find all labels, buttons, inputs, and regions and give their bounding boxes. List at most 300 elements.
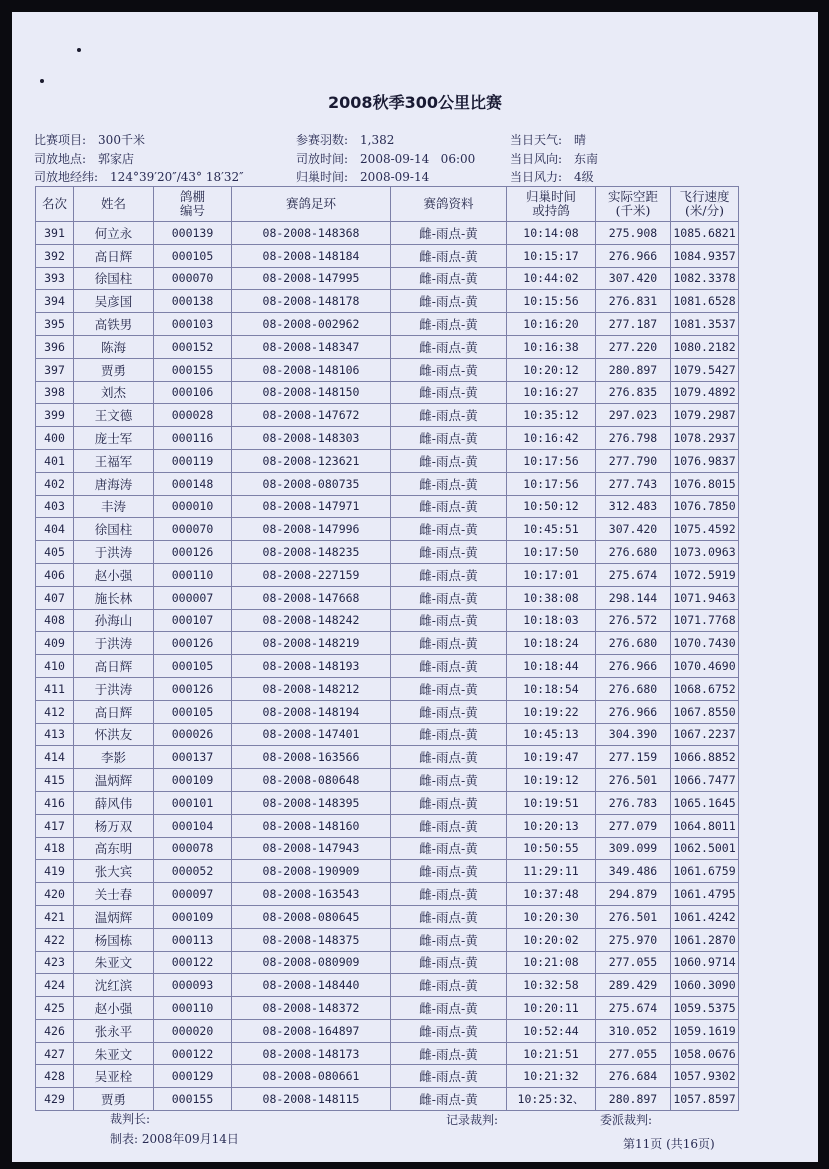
cell-distance: 307.420 [596, 267, 671, 290]
cell-distance: 309.099 [596, 837, 671, 860]
cell-ring: 08-2008-147943 [232, 837, 391, 860]
cell-arrival-time: 10:17:56 [507, 449, 596, 472]
cell-speed: 1073.0963 [671, 541, 739, 564]
cell-bird-info: 雌-雨点-黄 [391, 1042, 507, 1065]
info-coords [34, 168, 244, 185]
cell-arrival-time: 10:16:27 [507, 381, 596, 404]
cell-ring: 08-2008-147971 [232, 495, 391, 518]
cell-ring: 08-2008-148160 [232, 814, 391, 837]
cell-speed: 1058.0676 [671, 1042, 739, 1065]
cell-arrival-time: 10:14:08 [507, 222, 596, 245]
cell-arrival-time: 10:17:56 [507, 472, 596, 495]
info-count [296, 131, 394, 148]
cell-distance: 275.908 [596, 222, 671, 245]
cell-arrival-time: 10:21:32 [507, 1065, 596, 1088]
cell-arrival-time: 10:45:51 [507, 518, 596, 541]
cell-ring: 08-2008-148303 [232, 427, 391, 450]
cell-loft-no: 000104 [154, 814, 232, 837]
cell-arrival-time: 10:45:13 [507, 723, 596, 746]
cell-ring: 08-2008-148178 [232, 290, 391, 313]
cell-ring: 08-2008-002962 [232, 313, 391, 336]
cell-name: 施长林 [74, 586, 154, 609]
cell-bird-info: 雌-雨点-黄 [391, 1019, 507, 1042]
info-label: 归巢时间: [296, 170, 349, 184]
table-row [36, 586, 739, 609]
table-row [36, 267, 739, 290]
cell-rank: 413 [36, 723, 74, 746]
cell-ring: 08-2008-147996 [232, 518, 391, 541]
col-header-loft-no: 鸽棚 编号 [154, 187, 232, 222]
cell-ring: 08-2008-147668 [232, 586, 391, 609]
cell-loft-no: 000113 [154, 928, 232, 951]
cell-arrival-time: 10:25:32、 [507, 1088, 596, 1111]
info-wind-force [510, 168, 594, 185]
cell-rank: 402 [36, 472, 74, 495]
cell-arrival-time: 10:18:54 [507, 677, 596, 700]
cell-speed: 1085.6821 [671, 222, 739, 245]
table-row [36, 997, 739, 1020]
cell-distance: 276.966 [596, 244, 671, 267]
cell-arrival-time: 11:29:11 [507, 860, 596, 883]
info-location [34, 150, 134, 167]
table-row [36, 951, 739, 974]
table-row [36, 1019, 739, 1042]
cell-ring: 08-2008-148115 [232, 1088, 391, 1111]
cell-speed: 1076.7850 [671, 495, 739, 518]
cell-ring: 08-2008-080648 [232, 769, 391, 792]
table-row [36, 814, 739, 837]
cell-distance: 297.023 [596, 404, 671, 427]
cell-loft-no: 000105 [154, 244, 232, 267]
table-row [36, 335, 739, 358]
table-row [36, 449, 739, 472]
cell-ring: 08-2008-080661 [232, 1065, 391, 1088]
footer-chief-judge: 裁判长: [110, 1112, 151, 1126]
cell-bird-info: 雌-雨点-黄 [391, 563, 507, 586]
cell-arrival-time: 10:32:58 [507, 974, 596, 997]
cell-name: 徐国柱 [74, 267, 154, 290]
cell-rank: 422 [36, 928, 74, 951]
cell-distance: 298.144 [596, 586, 671, 609]
cell-name: 于洪涛 [74, 632, 154, 655]
cell-loft-no: 000078 [154, 837, 232, 860]
info-label: 当日风力: [510, 170, 563, 184]
cell-arrival-time: 10:16:42 [507, 427, 596, 450]
speck-mark [77, 48, 81, 52]
cell-name: 王文德 [74, 404, 154, 427]
cell-name: 刘杰 [74, 381, 154, 404]
cell-rank: 412 [36, 700, 74, 723]
cell-name: 赵小强 [74, 563, 154, 586]
cell-loft-no: 000026 [154, 723, 232, 746]
cell-bird-info: 雌-雨点-黄 [391, 609, 507, 632]
cell-ring: 08-2008-148242 [232, 609, 391, 632]
cell-loft-no: 000093 [154, 974, 232, 997]
cell-bird-info: 雌-雨点-黄 [391, 997, 507, 1020]
cell-bird-info: 雌-雨点-黄 [391, 974, 507, 997]
cell-distance: 277.055 [596, 951, 671, 974]
cell-rank: 396 [36, 335, 74, 358]
cell-speed: 1081.3537 [671, 313, 739, 336]
cell-speed: 1070.7430 [671, 632, 739, 655]
table-row [36, 518, 739, 541]
cell-distance: 276.572 [596, 609, 671, 632]
info-value: 2008-09-14 [360, 170, 430, 184]
cell-rank: 399 [36, 404, 74, 427]
cell-speed: 1079.5427 [671, 358, 739, 381]
cell-speed: 1066.8852 [671, 746, 739, 769]
cell-distance: 276.783 [596, 791, 671, 814]
cell-rank: 401 [36, 449, 74, 472]
cell-bird-info: 雌-雨点-黄 [391, 928, 507, 951]
cell-speed: 1057.9302 [671, 1065, 739, 1088]
cell-bird-info: 雌-雨点-黄 [391, 267, 507, 290]
cell-speed: 1081.6528 [671, 290, 739, 313]
cell-speed: 1061.2870 [671, 928, 739, 951]
cell-rank: 398 [36, 381, 74, 404]
cell-loft-no: 000137 [154, 746, 232, 769]
cell-distance: 275.674 [596, 997, 671, 1020]
cell-name: 关士春 [74, 883, 154, 906]
cell-bird-info: 雌-雨点-黄 [391, 381, 507, 404]
cell-ring: 08-2008-163566 [232, 746, 391, 769]
info-weather [510, 131, 586, 148]
cell-loft-no: 000119 [154, 449, 232, 472]
cell-loft-no: 000122 [154, 1042, 232, 1065]
cell-ring: 08-2008-080909 [232, 951, 391, 974]
table-row [36, 677, 739, 700]
cell-arrival-time: 10:18:03 [507, 609, 596, 632]
cell-distance: 275.674 [596, 563, 671, 586]
table-row [36, 632, 739, 655]
cell-ring: 08-2008-148184 [232, 244, 391, 267]
cell-speed: 1060.9714 [671, 951, 739, 974]
cell-name: 李影 [74, 746, 154, 769]
cell-bird-info: 雌-雨点-黄 [391, 837, 507, 860]
info-value: 4级 [574, 170, 594, 184]
cell-arrival-time: 10:15:56 [507, 290, 596, 313]
cell-name: 吴亚栓 [74, 1065, 154, 1088]
cell-ring: 08-2008-148368 [232, 222, 391, 245]
info-label: 参赛羽数: [296, 133, 349, 147]
cell-loft-no: 000106 [154, 381, 232, 404]
cell-ring: 08-2008-148106 [232, 358, 391, 381]
cell-bird-info: 雌-雨点-黄 [391, 290, 507, 313]
table-row [36, 905, 739, 928]
cell-arrival-time: 10:35:12 [507, 404, 596, 427]
info-label: 当日风向: [510, 152, 563, 166]
cell-bird-info: 雌-雨点-黄 [391, 905, 507, 928]
cell-distance: 276.680 [596, 677, 671, 700]
cell-arrival-time: 10:37:48 [507, 883, 596, 906]
table-row [36, 655, 739, 678]
cell-name: 张永平 [74, 1019, 154, 1042]
cell-speed: 1082.3378 [671, 267, 739, 290]
cell-bird-info: 雌-雨点-黄 [391, 951, 507, 974]
cell-arrival-time: 10:44:02 [507, 267, 596, 290]
cell-rank: 410 [36, 655, 74, 678]
cell-loft-no: 000103 [154, 313, 232, 336]
cell-name: 朱亚文 [74, 1042, 154, 1065]
cell-distance: 276.501 [596, 769, 671, 792]
cell-loft-no: 000020 [154, 1019, 232, 1042]
cell-bird-info: 雌-雨点-黄 [391, 632, 507, 655]
table-row [36, 837, 739, 860]
col-header-distance: 实际空距 (千米) [596, 187, 671, 222]
cell-rank: 417 [36, 814, 74, 837]
cell-speed: 1061.4242 [671, 905, 739, 928]
cell-name: 沈红滨 [74, 974, 154, 997]
cell-loft-no: 000138 [154, 290, 232, 313]
table-row [36, 472, 739, 495]
table-row [36, 791, 739, 814]
cell-arrival-time: 10:16:20 [507, 313, 596, 336]
results-table [35, 186, 739, 1111]
cell-loft-no: 000129 [154, 1065, 232, 1088]
info-value: 东南 [574, 152, 599, 166]
cell-rank: 400 [36, 427, 74, 450]
cell-arrival-time: 10:21:51 [507, 1042, 596, 1065]
cell-name: 高日辉 [74, 655, 154, 678]
cell-ring: 08-2008-190909 [232, 860, 391, 883]
cell-name: 赵小强 [74, 997, 154, 1020]
cell-distance: 276.680 [596, 541, 671, 564]
cell-ring: 08-2008-164897 [232, 1019, 391, 1042]
cell-ring: 08-2008-148440 [232, 974, 391, 997]
cell-arrival-time: 10:19:51 [507, 791, 596, 814]
cell-loft-no: 000126 [154, 541, 232, 564]
cell-speed: 1079.4892 [671, 381, 739, 404]
cell-bird-info: 雌-雨点-黄 [391, 586, 507, 609]
cell-name: 陈海 [74, 335, 154, 358]
info-label: 司放时间: [296, 152, 349, 166]
cell-speed: 1064.8011 [671, 814, 739, 837]
cell-name: 孙海山 [74, 609, 154, 632]
cell-ring: 08-2008-163543 [232, 883, 391, 906]
cell-bird-info: 雌-雨点-黄 [391, 746, 507, 769]
cell-bird-info: 雌-雨点-黄 [391, 495, 507, 518]
cell-bird-info: 雌-雨点-黄 [391, 1065, 507, 1088]
cell-loft-no: 000116 [154, 427, 232, 450]
cell-rank: 391 [36, 222, 74, 245]
table-row [36, 769, 739, 792]
cell-ring: 08-2008-080735 [232, 472, 391, 495]
cell-name: 高日辉 [74, 244, 154, 267]
table-row [36, 358, 739, 381]
info-label: 比赛项目: [34, 133, 87, 147]
cell-rank: 420 [36, 883, 74, 906]
cell-distance: 289.429 [596, 974, 671, 997]
cell-bird-info: 雌-雨点-黄 [391, 655, 507, 678]
cell-loft-no: 000152 [154, 335, 232, 358]
cell-speed: 1067.2237 [671, 723, 739, 746]
cell-arrival-time: 10:38:08 [507, 586, 596, 609]
cell-ring: 08-2008-148150 [232, 381, 391, 404]
cell-distance: 276.798 [596, 427, 671, 450]
table-row [36, 974, 739, 997]
cell-ring: 08-2008-148194 [232, 700, 391, 723]
cell-arrival-time: 10:19:22 [507, 700, 596, 723]
cell-loft-no: 000122 [154, 951, 232, 974]
cell-arrival-time: 10:17:50 [507, 541, 596, 564]
info-wind-direction [510, 150, 598, 167]
cell-rank: 394 [36, 290, 74, 313]
cell-arrival-time: 10:20:12 [507, 358, 596, 381]
cell-rank: 424 [36, 974, 74, 997]
cell-bird-info: 雌-雨点-黄 [391, 541, 507, 564]
table-row [36, 290, 739, 313]
cell-speed: 1072.5919 [671, 563, 739, 586]
cell-rank: 409 [36, 632, 74, 655]
table-row [36, 222, 739, 245]
col-header-rank: 名次 [36, 187, 74, 222]
cell-name: 庞士军 [74, 427, 154, 450]
cell-loft-no: 000101 [154, 791, 232, 814]
cell-loft-no: 000070 [154, 518, 232, 541]
cell-ring: 08-2008-148372 [232, 997, 391, 1020]
cell-ring: 08-2008-148375 [232, 928, 391, 951]
footer-prepared-date: 制表: 2008年09月14日 [110, 1132, 239, 1146]
cell-distance: 349.486 [596, 860, 671, 883]
cell-name: 温炳辉 [74, 769, 154, 792]
cell-bird-info: 雌-雨点-黄 [391, 335, 507, 358]
cell-bird-info: 雌-雨点-黄 [391, 244, 507, 267]
table-row [36, 860, 739, 883]
cell-arrival-time: 10:20:02 [507, 928, 596, 951]
cell-rank: 404 [36, 518, 74, 541]
cell-rank: 397 [36, 358, 74, 381]
cell-loft-no: 000155 [154, 1088, 232, 1111]
table-row [36, 609, 739, 632]
cell-distance: 276.831 [596, 290, 671, 313]
cell-name: 于洪涛 [74, 541, 154, 564]
cell-speed: 1084.9357 [671, 244, 739, 267]
cell-distance: 277.187 [596, 313, 671, 336]
cell-speed: 1071.7768 [671, 609, 739, 632]
page-title: 2008秋季300公里比赛 [328, 93, 502, 112]
cell-bird-info: 雌-雨点-黄 [391, 791, 507, 814]
footer-page-number: 第11页 (共16页) [623, 1137, 715, 1151]
cell-name: 丰涛 [74, 495, 154, 518]
cell-ring: 08-2008-080645 [232, 905, 391, 928]
info-label: 司放地点: [34, 152, 87, 166]
cell-ring: 08-2008-147995 [232, 267, 391, 290]
cell-speed: 1071.9463 [671, 586, 739, 609]
cell-name: 高铁男 [74, 313, 154, 336]
cell-rank: 403 [36, 495, 74, 518]
cell-loft-no: 000109 [154, 769, 232, 792]
cell-distance: 312.483 [596, 495, 671, 518]
info-value: 2008-09-14 06:00 [360, 152, 476, 166]
cell-name: 张大宾 [74, 860, 154, 883]
info-value: 郭家店 [98, 152, 135, 166]
cell-distance: 277.220 [596, 335, 671, 358]
table-row [36, 541, 739, 564]
cell-speed: 1065.1645 [671, 791, 739, 814]
cell-bird-info: 雌-雨点-黄 [391, 677, 507, 700]
col-header-bird-info: 赛鸽资料 [391, 187, 507, 222]
cell-speed: 1059.5375 [671, 997, 739, 1020]
cell-arrival-time: 10:15:17 [507, 244, 596, 267]
speck-mark [40, 79, 44, 83]
cell-arrival-time: 10:52:44 [507, 1019, 596, 1042]
info-return-time [296, 168, 429, 185]
cell-arrival-time: 10:18:24 [507, 632, 596, 655]
table-row [36, 1065, 739, 1088]
col-header-name: 姓名 [74, 187, 154, 222]
table-header-row [36, 187, 739, 222]
cell-speed: 1061.6759 [671, 860, 739, 883]
cell-ring: 08-2008-227159 [232, 563, 391, 586]
cell-ring: 08-2008-148235 [232, 541, 391, 564]
col-header-speed: 飞行速度 (米/分) [671, 187, 739, 222]
cell-name: 高东明 [74, 837, 154, 860]
cell-loft-no: 000148 [154, 472, 232, 495]
score-sheet-page [12, 12, 818, 1162]
cell-name: 唐海涛 [74, 472, 154, 495]
info-label: 当日天气: [510, 133, 563, 147]
info-value: 1,382 [360, 133, 395, 147]
table-row [36, 563, 739, 586]
cell-loft-no: 000070 [154, 267, 232, 290]
table-row [36, 746, 739, 769]
cell-ring: 08-2008-148347 [232, 335, 391, 358]
cell-bird-info: 雌-雨点-黄 [391, 358, 507, 381]
cell-name: 吴彦国 [74, 290, 154, 313]
cell-rank: 429 [36, 1088, 74, 1111]
cell-arrival-time: 10:19:47 [507, 746, 596, 769]
cell-bird-info: 雌-雨点-黄 [391, 1088, 507, 1111]
cell-distance: 307.420 [596, 518, 671, 541]
cell-rank: 427 [36, 1042, 74, 1065]
cell-name: 贾勇 [74, 358, 154, 381]
footer-delegate: 委派裁判: [600, 1113, 653, 1127]
cell-rank: 393 [36, 267, 74, 290]
cell-rank: 418 [36, 837, 74, 860]
cell-rank: 423 [36, 951, 74, 974]
cell-speed: 1067.8550 [671, 700, 739, 723]
cell-loft-no: 000110 [154, 997, 232, 1020]
cell-ring: 08-2008-147672 [232, 404, 391, 427]
cell-speed: 1078.2937 [671, 427, 739, 450]
cell-rank: 408 [36, 609, 74, 632]
table-row [36, 1042, 739, 1065]
cell-loft-no: 000126 [154, 632, 232, 655]
cell-loft-no: 000110 [154, 563, 232, 586]
cell-arrival-time: 10:50:55 [507, 837, 596, 860]
cell-rank: 392 [36, 244, 74, 267]
cell-loft-no: 000028 [154, 404, 232, 427]
cell-ring: 08-2008-148395 [232, 791, 391, 814]
cell-name: 薛风伟 [74, 791, 154, 814]
cell-name: 朱亚文 [74, 951, 154, 974]
cell-distance: 276.680 [596, 632, 671, 655]
cell-bird-info: 雌-雨点-黄 [391, 427, 507, 450]
cell-distance: 277.159 [596, 746, 671, 769]
cell-ring: 08-2008-148193 [232, 655, 391, 678]
cell-bird-info: 雌-雨点-黄 [391, 883, 507, 906]
cell-bird-info: 雌-雨点-黄 [391, 518, 507, 541]
cell-arrival-time: 10:50:12 [507, 495, 596, 518]
cell-rank: 419 [36, 860, 74, 883]
cell-rank: 407 [36, 586, 74, 609]
cell-distance: 276.501 [596, 905, 671, 928]
info-value: 124°39′20″/43° 18′32″ [110, 170, 244, 184]
footer-recorder: 记录裁判: [446, 1113, 499, 1127]
cell-speed: 1062.5001 [671, 837, 739, 860]
cell-rank: 421 [36, 905, 74, 928]
cell-name: 温炳辉 [74, 905, 154, 928]
